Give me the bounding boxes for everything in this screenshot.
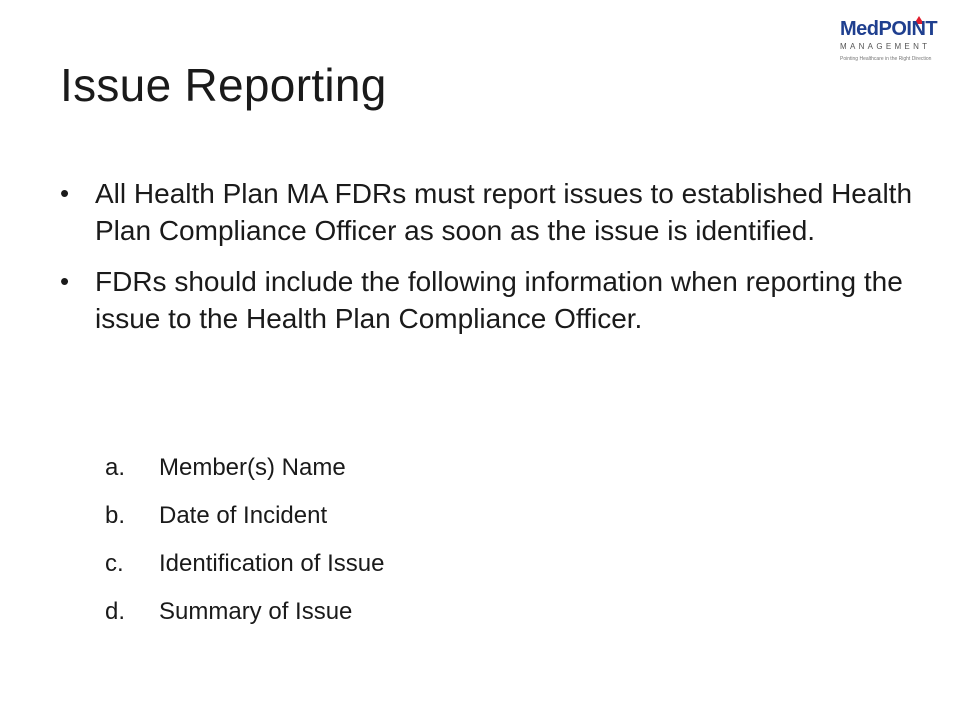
bullet-marker: • xyxy=(60,266,70,296)
logo-tagline: Pointing Healthcare in the Right Direction xyxy=(840,56,932,62)
logo-brand-med: Med xyxy=(840,18,879,40)
sublist-text: Date of Incident xyxy=(159,502,328,529)
bullet-text: FDRs should include the following information when reporting the issue to the Health Plan Compliance Officer. xyxy=(95,266,903,334)
sublist-marker: a. xyxy=(105,454,126,481)
bullet-marker: • xyxy=(60,178,70,208)
sublist-text: Identification of Issue xyxy=(159,550,385,577)
bullet-list xyxy=(60,175,920,351)
logo-brand-point: POINT xyxy=(878,18,938,40)
sublist-text: Summary of Issue xyxy=(159,598,353,625)
bullet-item xyxy=(60,175,920,249)
sublist-marker: d. xyxy=(105,598,126,625)
medpoint-logo xyxy=(836,18,940,66)
bullet-item xyxy=(60,263,920,337)
logo-subtitle: MANAGEMENT xyxy=(840,42,931,51)
logo-brand xyxy=(840,18,937,41)
slide-title: Issue Reporting xyxy=(60,59,387,111)
bullet-text: All Health Plan MA FDRs must report issues to established Health Plan Compliance Officer as soon as the issue is identified. xyxy=(95,178,913,246)
sublist-marker: c. xyxy=(105,550,124,577)
sublist-text: Member(s) Name xyxy=(159,454,346,481)
sublist-marker: b. xyxy=(105,502,126,529)
